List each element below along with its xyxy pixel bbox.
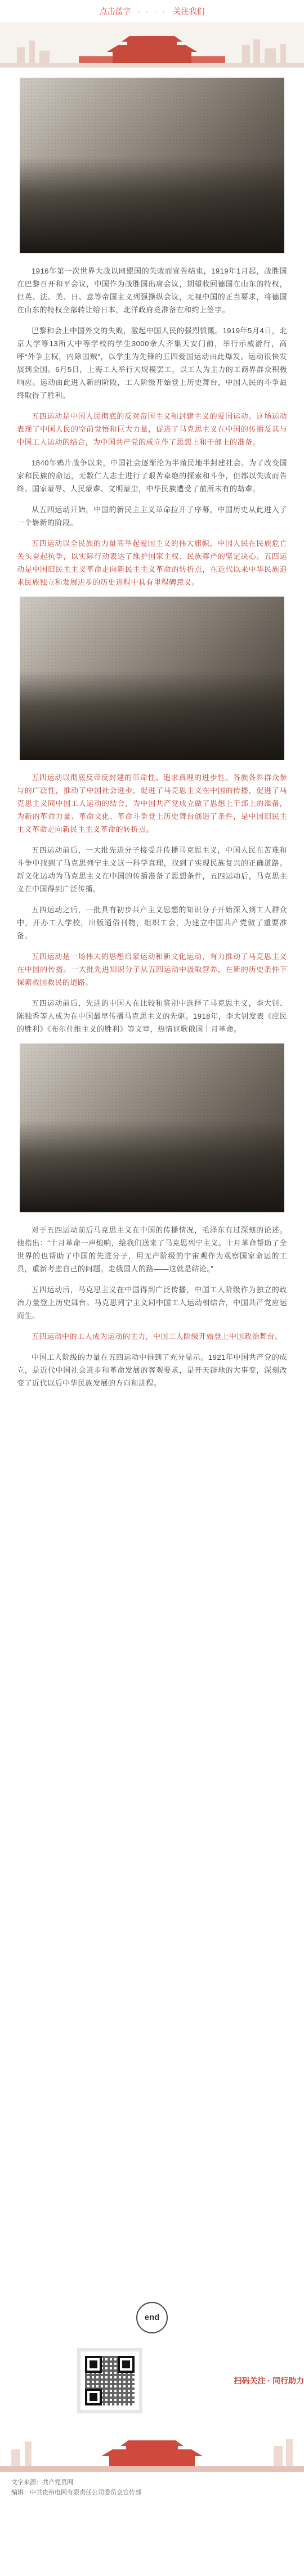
follow-dots: · · · ·: [137, 7, 167, 16]
paragraph: 五四运动前后，先进的中国人在比较和鉴别中选择了马克思主义，李大钊、陈独秀等人成为在中国最早传播马克思主义的先驱。1918年，李大钊发表《庶民的胜利》《布尔什维主义的胜利》等文章，热情讴歌俄国十月革命。: [17, 999, 287, 1033]
article-body-3: [0, 1218, 304, 1390]
scan-follow-text: 扫码关注 · 同行助力: [234, 2376, 304, 2385]
historical-photo-3: [20, 1043, 284, 1212]
article-body: [0, 259, 304, 589]
paragraph: 五四运动后，马克思主义在中国得到广泛传播，中国工人阶级作为独立的政治力量登上历史舞台。马克思列宁主义同中国工人运动相结合，中国共产党应运而生。: [17, 1285, 287, 1320]
paragraph: 中国工人阶级的力量在五四运动中得到了充分显示。1921年中国共产党的成立，是近代中国社会进步和革命发展的客观要求，是开天辟地的大事变，深刻改变了近代以后中华民族发展的方向和进程。: [17, 1353, 287, 1387]
footer-skyline-graphic: [0, 2421, 304, 2472]
historical-photo-1: [20, 78, 284, 253]
tiananmen-skyline-graphic: [0, 23, 304, 68]
follow-prompt[interactable]: [0, 6, 304, 17]
paragraph: 1840年鸦片战争以来，中国社会逐渐沦为半殖民地半封建社会。为了改变国家和民族的命运，无数仁人志士进行了艰苦卓绝的探索和斗争，但都以失败而告终。国家蒙辱、人民蒙难、文明蒙尘，中华民族遭受了前所未有的劫难。: [17, 459, 287, 493]
qr-code[interactable]: [77, 2348, 142, 2413]
paragraph: 对于五四运动前后马克思主义在中国的传播情况，毛泽东有过深刻的论述。他指出：“十月革命一声炮响，给我们送来了马克思列宁主义。十月革命帮助了全世界的也帮助了中国的先进分子，用无产阶级的宇宙观作为观察国家命运的工具，重新考虑自己的问题。走俄国人的路——这就是结论。”: [17, 1226, 287, 1273]
paragraph: 1916年第一次世界大战以同盟国的失败而宣告结束，1919年1月起，战胜国在巴黎召开和平会议，中国作为战胜国出席会议，期望收回德国在山东的特权，但英、法、美、日、意等帝国主义列强操纵会议，无视中国的正当要求，将德国在山东的特权全部转让给日本，北洋政府竟准备在和约上签字。: [17, 267, 287, 314]
end-badge: end: [136, 2302, 168, 2333]
paragraph: 五四运动之后，一批具有初步共产主义思想的知识分子开始深入到工人群众中，开办工人学校，出版通俗刊物，组织工会，为建立中国共产党做了重要准备。: [17, 906, 287, 940]
highlight-paragraph: 五四运动中的工人成为运动的主力，中国工人阶级开始登上中国政治舞台。: [32, 1332, 283, 1341]
paragraph: 五四运动前后，一大批先进分子接受并传播马克思主义，中国人民在苦难和斗争中找到了马克思列宁主义这一科学真理，找到了实现民族复兴的正确道路。新文化运动为马克思主义在中国的传播准备了思想条件，五四运动后，马克思主义在中国得到广泛传播。: [17, 846, 287, 893]
paragraph: 从五四运动开始，中国的新民主主义革命拉开了序幕，中国历史从此进入了一个崭新的阶段。: [17, 505, 287, 527]
follow-right-text: 关注我们: [173, 7, 205, 16]
source-credit: 文字来源：共产党员网: [11, 2479, 73, 2486]
highlight-paragraph: 五四运动以彻底反帝反封建的革命性、追求真理的进步性、各族各界群众参与的广泛性，推动了中国社会进步，促进了马克思主义在中国的传播，促进了马克思主义同中国工人运动的结合，为中国共产党成立做了思想上干部上的准备，为新的革命力量、革命文化、革命斗争登上历史舞台创造了条件，是中国旧民主主义革命走向新民主主义革命的转折点。: [17, 773, 287, 834]
historical-photo-2: [20, 597, 284, 760]
paragraph: 巴黎和会上中国外交的失败，激起中国人民的强烈愤慨。1919年5月4日，北京大学等13所大中等学校的学生3000余人齐集天安门前，举行示威游行，高呼“外争主权，内除国贼”，以学生为先锋的五四爱国运动由此爆发。运动很快发展到全国。6月5日，上海工人举行大规模罢工，以工人为主力的工商界群众积极响应。运动由此进入新的阶段，工人阶级开始登上历史舞台，中国人民的斗争最终取得了胜利。: [17, 326, 287, 400]
end-section: [0, 2302, 304, 2498]
highlight-paragraph: 五四运动以全民族的力量高举起爱国主义的伟大旗帜，中国人民在民族危亡关头奋起抗争，以实际行动表达了维护国家主权、民族尊严的坚定决心。五四运动是中国旧民主主义革命走向新民主主义革命的转折点，在近代以来中华民族追求民族独立和发展进步的历史进程中具有里程碑意义。: [17, 539, 287, 586]
article-body-2: [0, 765, 304, 1036]
highlight-paragraph: 五四运动是中国人民彻底的反对帝国主义和封建主义的爱国运动。这场运动表现了中国人民的空前觉悟和巨大力量，促进了马克思主义在中国的传播及其与中国工人运动的结合，为中国共产党的成立作了思想上和干部上的准备。: [17, 412, 287, 446]
header-banner: [0, 0, 304, 68]
highlight-paragraph: 五四运动是一场伟大的思想启蒙运动和新文化运动，有力推动了马克思主义在中国的传播。一大批先进知识分子从五四运动中汲取营养，在新的历史条件下探索救国救民的道路。: [17, 952, 287, 987]
editor-credit: 编辑：中共贵州电网有限责任公司委员会宣传部: [11, 2489, 141, 2496]
follow-left-text: 点击蓝字: [99, 7, 131, 16]
